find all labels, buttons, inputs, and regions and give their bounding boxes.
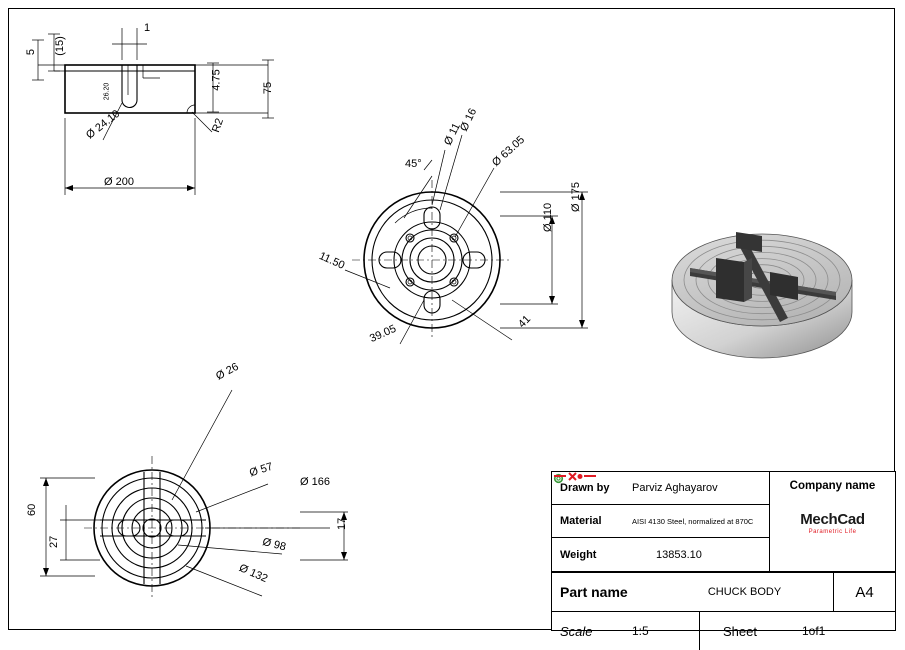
weight-row bbox=[552, 538, 769, 571]
company-logo bbox=[800, 492, 865, 554]
dim-bottom-17: 17 bbox=[336, 517, 348, 530]
drawn-by-value: Parviz Aghayarov bbox=[632, 482, 718, 494]
material-value: AISI 4130 Steel, normalized at 870C bbox=[632, 516, 754, 526]
part-name-row bbox=[552, 572, 895, 612]
dim-bottom-60: 60 bbox=[26, 503, 38, 516]
scale-value: 1:5 bbox=[622, 612, 700, 650]
dim-bottom-dia26: Ø 26 bbox=[214, 360, 241, 383]
dim-section-5: 5 bbox=[25, 48, 38, 56]
title-block bbox=[551, 471, 896, 639]
scale-label: Scale bbox=[560, 623, 593, 639]
material-row bbox=[552, 505, 769, 538]
company-column bbox=[770, 472, 895, 571]
dim-section-2620: 26.20 bbox=[103, 82, 111, 101]
logo-subtitle: Parametric Life bbox=[808, 528, 857, 535]
dim-bottom-dia132: Ø 132 bbox=[237, 562, 270, 586]
isometric-view-geometry bbox=[672, 232, 852, 358]
dim-section-r2: R2 bbox=[210, 116, 227, 135]
dim-top-dia110: Ø 110 bbox=[542, 202, 554, 232]
dim-section-dia2410: Ø 24.10 bbox=[84, 107, 123, 142]
dim-top-dia6305: Ø 63.05 bbox=[490, 133, 528, 169]
company-name-label: Company name bbox=[789, 480, 876, 492]
drawn-by-label: Drawn by bbox=[560, 482, 610, 494]
bottom-view-dimensions bbox=[40, 390, 348, 596]
section-view-geometry bbox=[65, 65, 195, 113]
section-view-dimensions bbox=[32, 28, 274, 195]
scale-sheet-row bbox=[552, 612, 895, 650]
logo-mark-icon bbox=[552, 472, 598, 481]
dim-top-dia16: Ø 16 bbox=[458, 106, 480, 134]
top-view-dimensions bbox=[345, 135, 588, 344]
dim-bottom-dia98: Ø 98 bbox=[261, 536, 288, 554]
part-name-label: Part name bbox=[560, 584, 628, 600]
dim-top-41: 41 bbox=[516, 313, 534, 331]
weight-label: Weight bbox=[560, 548, 597, 561]
sheet-size-value: A4 bbox=[833, 573, 895, 611]
dim-top-1150: 11.50 bbox=[317, 250, 347, 272]
dim-section-475: 4.75 bbox=[210, 69, 223, 91]
part-name-value: CHUCK BODY bbox=[707, 586, 782, 598]
sheet-value: 1of1 bbox=[802, 624, 826, 638]
dim-top-dia175: Ø 175 bbox=[570, 182, 582, 212]
title-block-left-column bbox=[552, 472, 770, 571]
sheet-label: Sheet bbox=[723, 623, 757, 639]
dim-section-dia200: Ø 200 bbox=[104, 176, 134, 188]
material-label: Material bbox=[560, 515, 602, 527]
dim-bottom-dia57: Ø 57 bbox=[248, 460, 275, 480]
logo-text: MechCad bbox=[800, 510, 865, 528]
dim-section-75: 75 bbox=[262, 81, 275, 95]
weight-value: 13853.10 bbox=[656, 548, 702, 561]
dim-section-1: 1 bbox=[144, 22, 151, 34]
dim-section-15: (15) bbox=[53, 36, 66, 56]
dim-top-45deg: 45° bbox=[405, 158, 422, 170]
dim-bottom-27: 27 bbox=[48, 535, 60, 548]
dim-bottom-dia166: Ø 166 bbox=[300, 476, 330, 488]
dim-top-3905: 39.05 bbox=[368, 322, 399, 345]
dim-top-dia11: Ø 11 bbox=[442, 121, 463, 148]
